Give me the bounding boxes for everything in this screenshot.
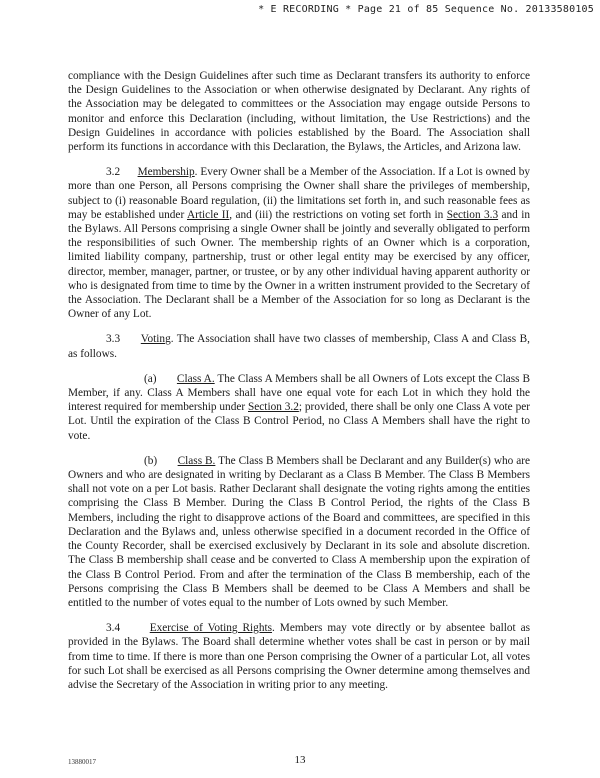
section-3-4-voting-rights [68,621,530,692]
section-text: and in the Bylaws. All Persons comprising a single Owner shall be jointly and severally obligated to perform the responsibilities of such Owner. The membership rights of an Owner which is a corporation, limited liability company, partnership, trust or other legal entity may be exercised by any officer, director, member, manager, partner, or trustee, or by any other individual having apparent authority or who is designated from time to time by the Owner in a written instrument provided to the Secretary of the Association. The Declarant shall be a Member of the Association for so long as Declarant is the Owner of any Lot. [68,208,531,321]
section-3-2-membership [68,165,530,321]
subsection-heading: Class A. [176,372,215,385]
document-body [68,69,530,703]
section-text: . Members may vote directly or by absentee ballot as provided in the Bylaws. The Board shall determine whether votes shall be cast in person or by mail from time to time. If there is more than one Person comprising the Owner of a particular Lot, all votes for such Lot shall be exercised as all Persons comprising the Owner determine among themselves and advise the Secretary of the Association in writing prior to any meeting. [68,622,530,691]
section-reference: Section 3.3 [446,208,499,221]
subsection-heading: Class B. [177,454,216,467]
document-id: 13880017 [68,758,96,766]
subsection-text: ; provided, there shall be only one Class A vote per Lot. Until the expiration of the Class B Control Period, no Class A Members shall have the right to vote. [68,401,530,442]
subsection-text: The Class B Members shall be Declarant and any Builder(s) who are Owners and who are designated in writing by Declarant as a Class B Member. The Class B Members shall not vote on a per Lot basis. Rather Declarant shall designate the voting rights among the entities comprising the Class B Member. During the Class B Control Period, the rights of the Class B Members, including the right to disapprove actions of the Board and committees, are specified in this Declaration and the Bylaws and, unless otherwise specified in a document recorded in the Office of the County Recorder, shall be exercised exclusively by Declarant in its sole and absolute discretion. The Class B membership shall cease and be converted to Class A membership upon the expiration of the Class B Control Period. From and after the termination of the Class B membership, each of the Persons comprising the Class B Members shall be deemed to be Class A Members and shall be entitled to the number of votes equal to the number of Lots owned by such Member. [68,454,530,609]
subsection-text: The Class A Members shall be all Owners of Lots except the Class B Member, if any. Class A Members shall have one equal vote for each Lot in which they hold the interest required for membership under [68,372,530,414]
recording-header: * E RECORDING * Page 21 of 85 Sequence No. 20133580105 [258,4,594,15]
section-text: , and (iii) the restrictions on voting set forth in [229,208,447,221]
section-3-3-voting [68,332,530,360]
section-reference: Section 3.2 [248,401,299,414]
paragraph-association-duties: compliance with the Design Guidelines after such time as Declarant transfers its authority to enforce the Design Guidelines to the Association or when otherwise designated by Declarant. Any rights of the Association may be delegated to committees or the Association may engage outside Persons to monitor and enforce this Declaration (including, without limitation, the Use Restrictions) and the Design Guidelines in accordance with policies established by the Board. The Association shall perform its functions in accordance with this Declaration, the Bylaws, the Articles, and Arizona law. [68,70,530,154]
section-heading: Voting [140,333,171,346]
section-text: . The Association shall have two classes of membership, Class A and Class B, as follows. [68,333,530,360]
article-reference: Article II [186,208,230,221]
page-number: 13 [294,754,306,766]
section-number: 3.4 [106,622,121,635]
subsection-class-b [68,454,530,610]
subsection-label: (a) [144,372,157,385]
subsection-class-a [68,372,530,443]
subsection-label: (b) [144,454,158,467]
section-heading: Membership [137,166,195,179]
section-number: 3.2 [106,166,121,179]
section-heading: Exercise of Voting Rights [149,622,273,635]
section-text: . Every Owner shall be a Member of the Association. If a Lot is owned by more than one Person, all Persons comprising the Owner shall share the privileges of membership, subject to (i) reasonable Board regulation, (ii) the limitations set forth in, and such reasonable fees as may be established under [68,166,530,221]
section-number: 3.3 [106,333,121,346]
